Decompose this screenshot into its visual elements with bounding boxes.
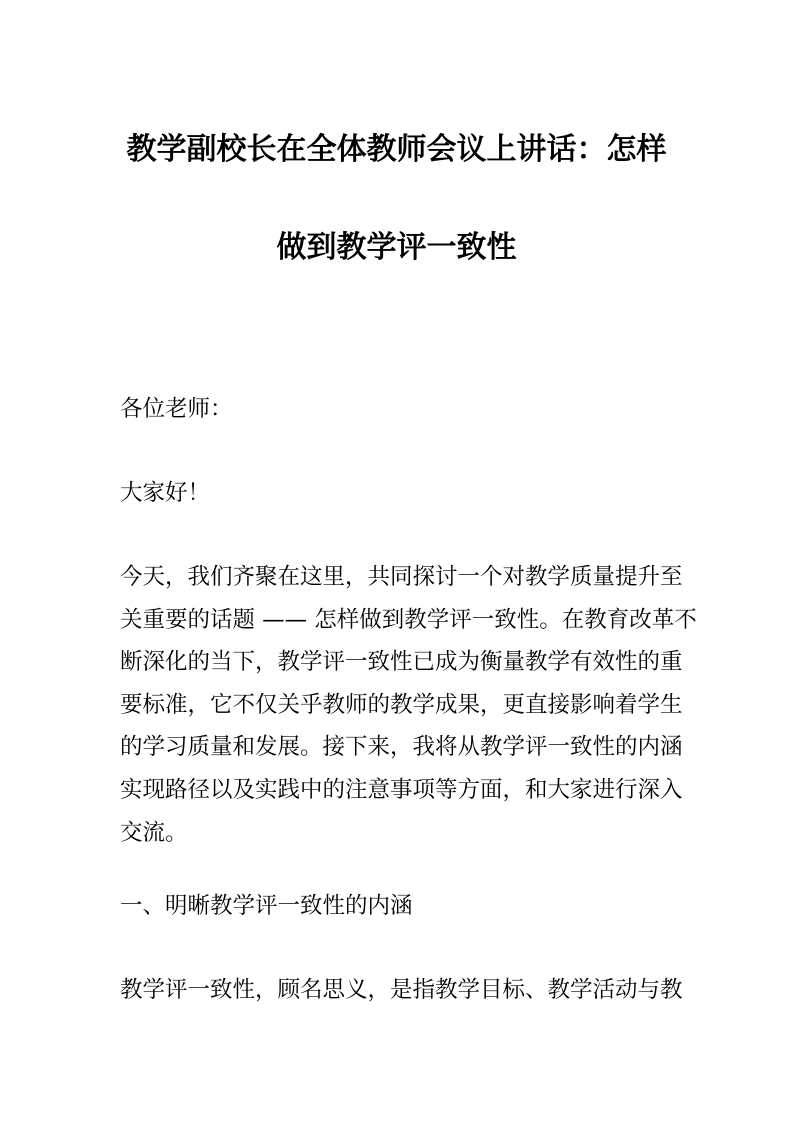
paragraph-line: 关重要的话题 —— 怎样做到教学评一致性。在教育改革不 [120, 606, 697, 633]
section-heading-1: 一、明晰教学评一致性的内涵 [120, 893, 413, 919]
paragraph-line: 断深化的当下，教学评一致性已成为衡量教学有效性的重 [120, 649, 683, 676]
document-title-line-2: 做到教学评一致性 [276, 230, 517, 265]
paragraph-line: 要标准，它不仅关乎教师的教学成果，更直接影响着学生 [120, 691, 683, 718]
section1-paragraph [120, 969, 683, 1012]
paragraph-line: 交流。 [120, 819, 188, 846]
opening-paragraph [120, 556, 697, 854]
salutation: 各位老师： [120, 396, 233, 422]
paragraph-line: 今天，我们齐聚在这里，共同探讨一个对教学质量提升至 [120, 564, 683, 590]
document-title-line-1: 教学副校长在全体教师会议上讲话：怎样 [126, 132, 667, 167]
greeting: 大家好！ [120, 480, 211, 506]
paragraph-line: 的学习质量和发展。接下来，我将从教学评一致性的内涵 [120, 734, 683, 761]
paragraph-line: 教学评一致性，顾名思义，是指教学目标、教学活动与教 [120, 977, 683, 1003]
paragraph-line: 实现路径以及实践中的注意事项等方面，和大家进行深入 [120, 776, 683, 803]
